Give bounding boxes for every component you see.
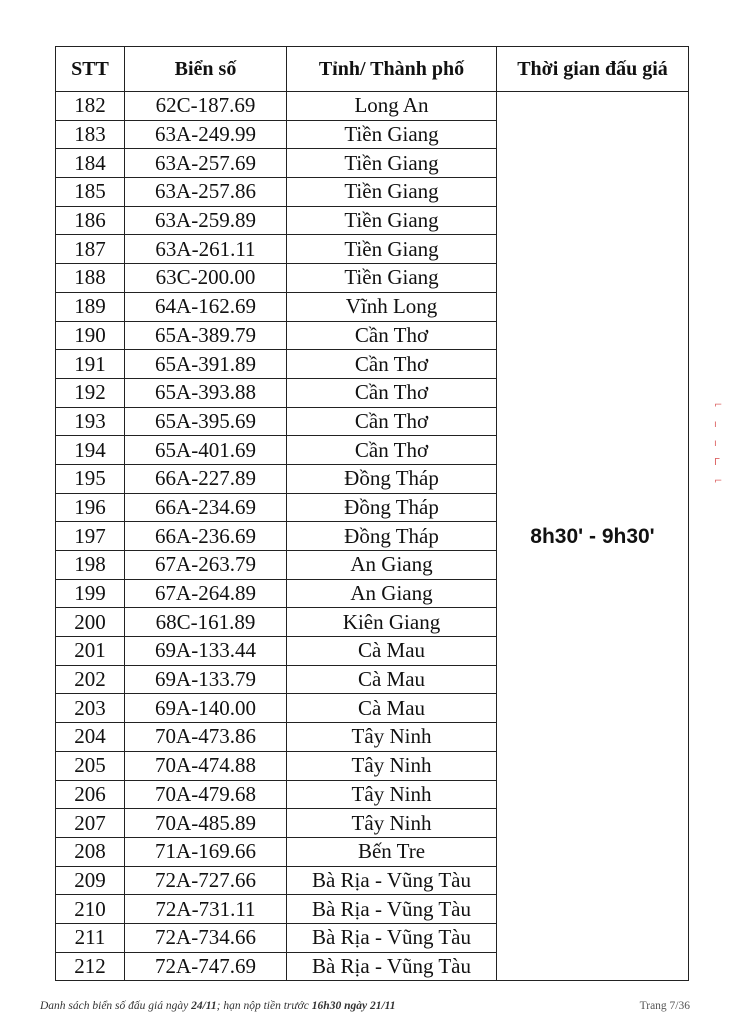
cell-auction-time: 8h30' - 9h30' [497,92,689,981]
cell-stt: 198 [56,551,125,580]
cell-plate: 70A-479.68 [125,780,287,809]
cell-plate: 65A-393.88 [125,378,287,407]
page-number: Trang 7/36 [639,1000,690,1012]
cell-province: Cần Thơ [287,321,497,350]
cell-province: Cần Thơ [287,350,497,379]
cell-stt: 207 [56,809,125,838]
cell-province: Bến Tre [287,837,497,866]
footer-auction-date: 24/11 [191,1000,217,1012]
footer-middle: ; hạn nộp tiền trước [216,1000,309,1012]
cell-province: Tây Ninh [287,780,497,809]
cell-stt: 201 [56,637,125,666]
cell-plate: 72A-731.11 [125,895,287,924]
header-province: Tỉnh/ Thành phố [287,47,497,92]
footer-deadline: 16h30 ngày 21/11 [311,1000,396,1012]
cell-plate: 65A-395.69 [125,407,287,436]
cell-plate: 65A-391.89 [125,350,287,379]
cell-province: Kiên Giang [287,608,497,637]
cell-province: Bà Rịa - Vũng Tàu [287,895,497,924]
cell-plate: 70A-474.88 [125,751,287,780]
cell-plate: 63C-200.00 [125,264,287,293]
cell-stt: 202 [56,665,125,694]
cell-plate: 71A-169.66 [125,837,287,866]
cell-plate: 72A-747.69 [125,952,287,981]
cell-plate: 63A-249.99 [125,120,287,149]
cell-plate: 65A-389.79 [125,321,287,350]
license-plate-table [55,46,689,981]
cell-stt: 186 [56,206,125,235]
cell-province: Tiền Giang [287,178,497,207]
cell-stt: 191 [56,350,125,379]
cell-plate: 67A-264.89 [125,579,287,608]
cell-province: Tiền Giang [287,206,497,235]
cell-province: Vĩnh Long [287,292,497,321]
cell-stt: 205 [56,751,125,780]
cell-stt: 208 [56,837,125,866]
cell-plate: 69A-133.44 [125,637,287,666]
cell-province: Cà Mau [287,637,497,666]
cell-province: Tiền Giang [287,149,497,178]
cell-province: Đồng Tháp [287,464,497,493]
cell-province: An Giang [287,551,497,580]
footer [40,1000,690,1020]
cell-province: Cà Mau [287,694,497,723]
cell-stt: 194 [56,436,125,465]
cell-plate: 68C-161.89 [125,608,287,637]
cell-province: Tây Ninh [287,809,497,838]
cell-stt: 206 [56,780,125,809]
cell-plate: 66A-234.69 [125,493,287,522]
cell-stt: 196 [56,493,125,522]
cell-plate: 67A-263.79 [125,551,287,580]
cell-plate: 69A-133.79 [125,665,287,694]
cell-province: Tây Ninh [287,751,497,780]
cell-stt: 182 [56,92,125,121]
cell-plate: 63A-259.89 [125,206,287,235]
cell-plate: 66A-236.69 [125,522,287,551]
cell-province: Long An [287,92,497,121]
cell-stt: 209 [56,866,125,895]
footer-prefix: Danh sách biển số đấu giá ngày [40,1000,189,1012]
footer-note [40,1000,396,1012]
table-header-row [56,47,689,92]
cell-plate: 64A-162.69 [125,292,287,321]
header-plate: Biển số [125,47,287,92]
cell-province: Cần Thơ [287,378,497,407]
cell-plate: 63A-261.11 [125,235,287,264]
cell-plate: 72A-734.66 [125,923,287,952]
cell-stt: 189 [56,292,125,321]
table-row [56,92,689,121]
cell-province: Cà Mau [287,665,497,694]
cell-stt: 184 [56,149,125,178]
cell-stt: 197 [56,522,125,551]
cell-stt: 203 [56,694,125,723]
cell-stt: 183 [56,120,125,149]
cell-plate: 72A-727.66 [125,866,287,895]
cell-province: Tây Ninh [287,723,497,752]
cell-plate: 65A-401.69 [125,436,287,465]
table-body [56,92,689,981]
cell-stt: 190 [56,321,125,350]
header-stt: STT [56,47,125,92]
cell-province: Tiền Giang [287,235,497,264]
cell-stt: 193 [56,407,125,436]
cell-plate: 66A-227.89 [125,464,287,493]
cell-province: An Giang [287,579,497,608]
cell-province: Bà Rịa - Vũng Tàu [287,866,497,895]
cell-province: Đồng Tháp [287,493,497,522]
cell-province: Tiền Giang [287,120,497,149]
cell-stt: 204 [56,723,125,752]
cell-plate: 69A-140.00 [125,694,287,723]
stamp-edge-marks: ⌐ ı ı Γ ⌐ [714,400,723,487]
cell-stt: 199 [56,579,125,608]
cell-stt: 188 [56,264,125,293]
cell-plate: 70A-485.89 [125,809,287,838]
cell-stt: 211 [56,923,125,952]
cell-province: Đồng Tháp [287,522,497,551]
cell-stt: 187 [56,235,125,264]
cell-province: Bà Rịa - Vũng Tàu [287,952,497,981]
cell-stt: 210 [56,895,125,924]
cell-province: Bà Rịa - Vũng Tàu [287,923,497,952]
cell-stt: 200 [56,608,125,637]
cell-plate: 70A-473.86 [125,723,287,752]
cell-stt: 192 [56,378,125,407]
cell-province: Cần Thơ [287,407,497,436]
cell-plate: 63A-257.69 [125,149,287,178]
cell-plate: 62C-187.69 [125,92,287,121]
cell-plate: 63A-257.86 [125,178,287,207]
cell-province: Tiền Giang [287,264,497,293]
header-auction-time: Thời gian đấu giá [497,47,689,92]
cell-stt: 212 [56,952,125,981]
cell-stt: 195 [56,464,125,493]
cell-stt: 185 [56,178,125,207]
cell-province: Cần Thơ [287,436,497,465]
